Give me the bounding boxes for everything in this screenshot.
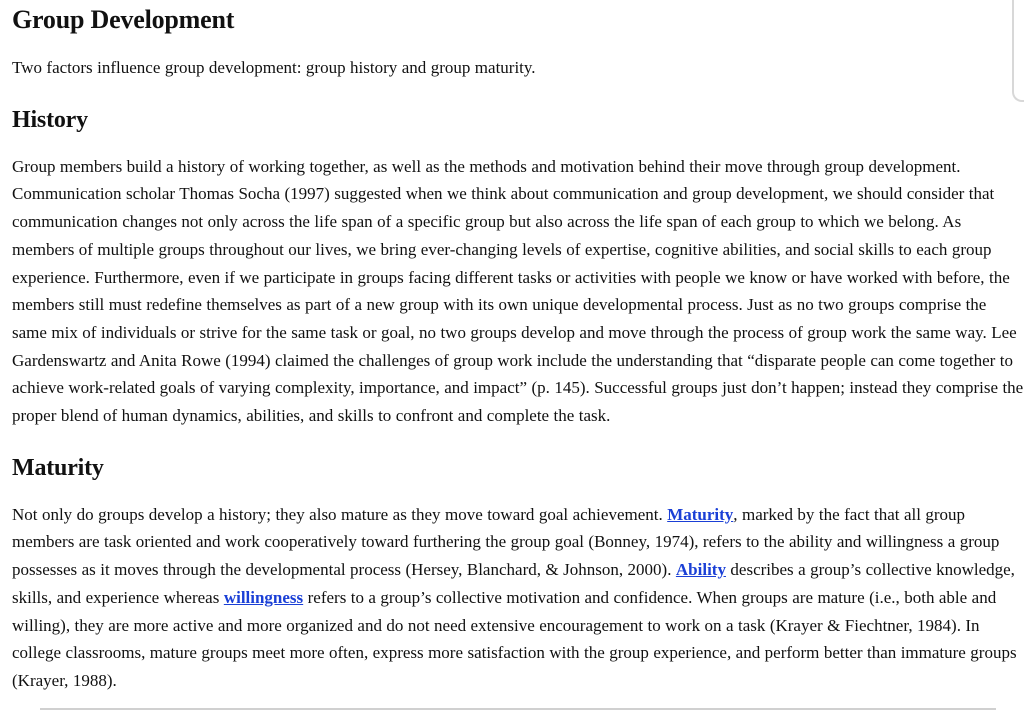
maturity-text-2: , marked by the fact that all group members are task oriented and work cooperatively toward furthering the group goal (Bonney, 1974), refers to the ability and willingness a group possesses as it moves through the developmental process (Hersey, Blanchard, & Johnson, 2000).: [12, 504, 1000, 580]
maturity-text-3: describes a group’s collective knowledge, skills, and experience whereas: [12, 560, 1015, 607]
maturity-text-4: refers to a group’s collective motivation and confidence. When groups are mature (i.e., both able and willing), they are more active and more organized and do not need extensive encouragement to work on a task (Krayer & Fiechtner, 1984). In college classrooms, mature groups meet more often, express more satisfaction with the group experience, and perform better than immature groups (Krayer, 1988).: [12, 587, 1017, 690]
intro-paragraph: Two factors influence group development: group history and group maturity.: [12, 58, 536, 77]
page-title: Group Development: [12, 5, 235, 34]
maturity-heading: Maturity: [12, 454, 104, 481]
history-paragraph: Group members build a history of working together, as well as the methods and motivation behind their move through group development. Communication scholar Thomas Socha (1997) suggested when we think about communication and group development, we should consider that communication changes not only across the life span of a specific group but also across the life span of each group to which we belong. As members of multiple groups throughout our lives, we bring ever-changing levels of expertise, cognitive abilities, and social skills to each group experience. Furthermore, even if we participate in groups facing different tasks or activities with people we know or have worked with before, the members still must redefine themselves as part of a new group with its own unique developmental process. Just as no two groups comprise the same mix of individuals or strive for the same task or goal, no two groups develop and move through the process of group work the same way. Lee Gardenswartz and Anita Rowe (1994) claimed the challenges of group work include the understanding that “disparate people can come together to achieve work-related goals of varying complexity, importance, and impact” (p. 145). Successful groups just don’t happen; instead they comprise the proper blend of human dynamics, abilities, and skills to confront and complete the task.: [12, 156, 1024, 426]
document-body: [12, 0, 1024, 695]
maturity-text-1: Not only do groups develop a history; they also mature as they move toward goal achievement.: [12, 504, 668, 524]
history-heading: History: [12, 106, 88, 133]
maturity-paragraph: [12, 501, 1024, 695]
bottom-divider: [40, 708, 996, 710]
maturity-link[interactable]: Maturity: [667, 504, 734, 524]
willingness-link[interactable]: willingness: [223, 587, 304, 607]
ability-link[interactable]: Ability: [675, 560, 726, 580]
scrollbar[interactable]: [1012, 0, 1024, 102]
